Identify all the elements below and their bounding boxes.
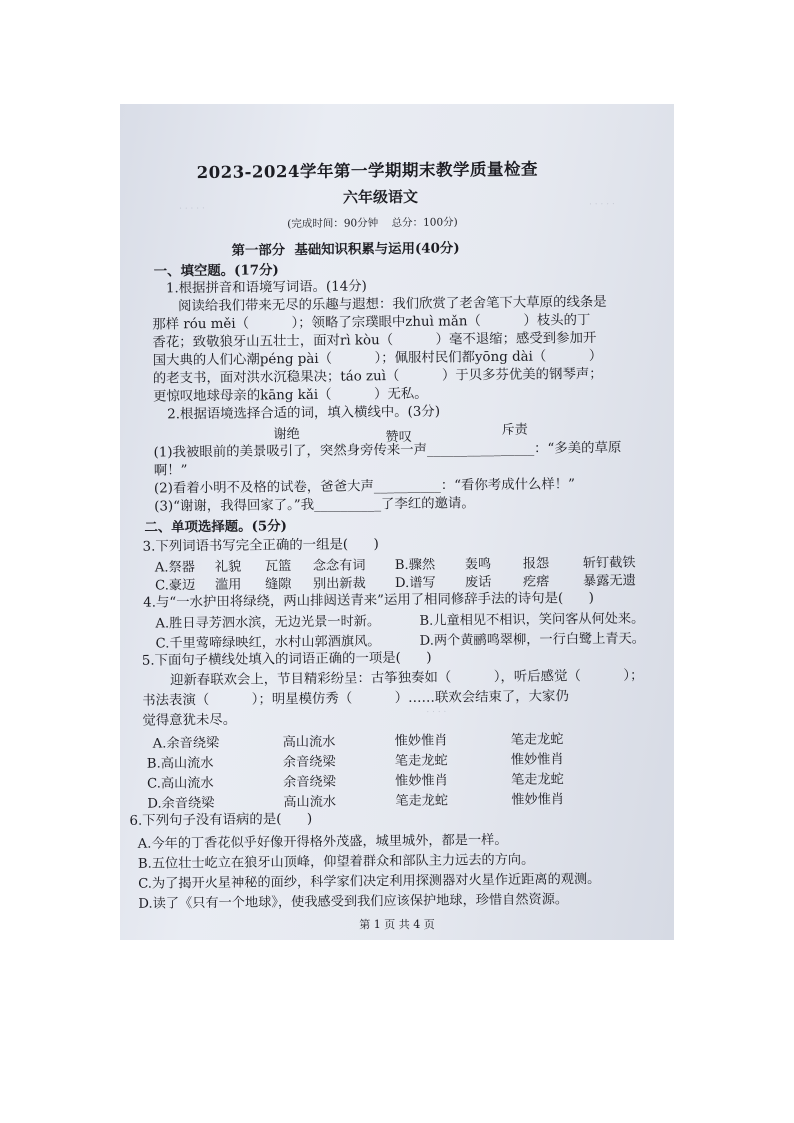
option-word: 惟妙惟肖: [395, 773, 448, 790]
exam-info: (完成时间：90分钟 总分：100分): [287, 216, 458, 231]
exam-subtitle: 六年级语文: [342, 187, 419, 207]
exam-sheet: [120, 104, 674, 940]
option-word: B.高山流水: [146, 755, 214, 772]
exam-photo: [120, 104, 674, 940]
section-title: 一、填空题。(17分): [153, 262, 279, 280]
option-word: A.余音绕梁: [152, 735, 220, 752]
option-word: 惟妙惟肖: [511, 792, 565, 808]
option-word: C.豪迈: [154, 578, 196, 594]
question-text-line: 啊！”: [153, 463, 188, 479]
option-word: 惟妙惟肖: [394, 733, 448, 750]
option-word: 高山流水: [282, 734, 336, 751]
option-text: D.两个黄鹂鸣翠柳，一行白鹭上青天。: [419, 631, 645, 649]
option-word: 笔走龙蛇: [510, 732, 564, 748]
question-text-line: (3)“谢谢，我得回家了。”我__________了李红的邀请。: [154, 496, 475, 515]
question-title: 4.与“一水护田将绿绕，两山排闼送青来”运用了相同修辞手法的诗句是( ): [143, 590, 595, 611]
question-title: 6.下列句子没有语病的是( ): [129, 811, 313, 829]
question-text-line: 更惊叹地球母亲的kāng kǎi（ ）无私。: [152, 386, 428, 405]
option-word: 斩钉截铁: [582, 555, 636, 572]
word-choice: 赞叹: [385, 429, 412, 446]
question-title: 5.下面句子横线处填入的词语正确的一项是( ): [141, 650, 432, 669]
option-word: 笔走龙蛇: [511, 772, 564, 788]
question-text-line: (1)我被眼前的美景吸引了，突然身旁传来一声________________：“多美的草原: [153, 440, 622, 461]
bleed-through-mark: · · · · ·: [589, 199, 615, 210]
option-word: 报怨: [522, 556, 550, 572]
option-text: D.读了《只有一个地球》，使我感受到我们应该保护地球，珍惜自然资源。: [138, 892, 569, 912]
option-word: 笔走龙蛇: [394, 753, 448, 770]
option-word: 轰鸣: [464, 557, 492, 573]
option-word: 滥用: [214, 577, 242, 593]
question-text-line: 国大典的人们心潮péng pài（ ）；佩服村民们都yōng dài（ ）: [152, 348, 603, 369]
option-word: 瓦篮: [264, 559, 292, 575]
option-word: 礼貌: [214, 559, 242, 575]
question-title: 1.根据拼音和语境写词语。(14分): [165, 279, 367, 297]
option-word: B.骤然: [394, 557, 436, 574]
question-title: 2.根据语境选择合适的词，填入横线中。(3分): [167, 404, 441, 423]
question-text-line: 的老支书，面对洪水沉稳果决；táo zuì（ ）于贝多芬优美的钢琴声；: [152, 366, 603, 387]
option-word: 缝隙: [264, 577, 292, 593]
question-text-line: 觉得意犹未尽。: [142, 712, 237, 729]
option-word: 别出新裁: [312, 576, 366, 592]
part-title: 第一部分 基础知识积累与运用(40分): [231, 240, 460, 259]
question-text-line: 阅读给我们带来无尽的乐趣与遐想：我们欣赏了老舍笔下大草原的线条是: [178, 294, 607, 315]
option-word: 念念有词: [312, 558, 366, 574]
option-word: C.高山流水: [147, 775, 214, 792]
exam-title: 2023-2024学年第一学期期末教学质量检查: [196, 159, 538, 183]
question-text-line: 那样 róu měi（ ）；领略了宗璞眼中zhuì mǎn（ ）枝头的丁: [152, 312, 591, 333]
option-word: 暴露无遗: [582, 573, 636, 590]
option-text: A.今年的丁香花似乎好像开得格外茂盛，城里城外，都是一样。: [137, 832, 508, 852]
question-text-line: (2)看着小明不及格的试卷，爸爸大声__________：“看你考成什么样！”: [153, 477, 576, 497]
word-choice: 斥责: [501, 422, 528, 438]
option-word: 疙瘩: [522, 574, 550, 590]
option-text: A.胜日寻芳泗水滨，无边光景一时新。: [155, 614, 381, 632]
question-text-line: 迎新春联欢会上，节目精彩纷呈：古筝独奏如（ ），听后感觉（ ）；: [169, 668, 644, 689]
bleed-through-mark: · · · · ·: [179, 204, 205, 215]
option-word: 余音绕梁: [282, 754, 336, 771]
option-word: 笔走龙蛇: [395, 793, 449, 810]
question-title: 3.下列词语书写完全正确的一组是( ): [142, 537, 379, 555]
question-text-line: 书法表演（ ）；明星模仿秀（ ）……联欢会结束了，大家仍: [142, 689, 569, 709]
bleed-through-mark: · · · ·: [426, 707, 447, 718]
question-text-line: 香花；致敬狼牙山五壮士，面对rì kòu（ ）毫不退缩；感受到参加开: [152, 330, 597, 351]
option-word: 废话: [464, 575, 492, 591]
option-text: B.五位壮士屹立在狼牙山顶峰，仰望着群众和部队主力远去的方向。: [137, 852, 535, 872]
word-choice: 谢绝: [273, 427, 300, 443]
option-text: C.为了揭开火星神秘的面纱，科学家们决定利用探测器对火星作近距离的观测。: [138, 871, 601, 892]
option-word: 惟妙惟肖: [510, 752, 564, 768]
page-footer: 第 1 页 共 4 页: [359, 918, 435, 931]
section-title: 二、单项选择题。(5分): [144, 518, 288, 536]
option-word: 余音绕梁: [283, 774, 336, 791]
option-word: D.谱写: [394, 575, 436, 592]
option-word: 高山流水: [283, 794, 337, 811]
option-text: C.千里莺啼绿映红，水村山郭酒旗风。: [155, 634, 381, 652]
option-word: D.余音绕梁: [147, 795, 215, 812]
option-text: B.儿童相见不相识，笑问客从何处来。: [419, 611, 645, 629]
option-word: A.祭器: [154, 560, 196, 576]
